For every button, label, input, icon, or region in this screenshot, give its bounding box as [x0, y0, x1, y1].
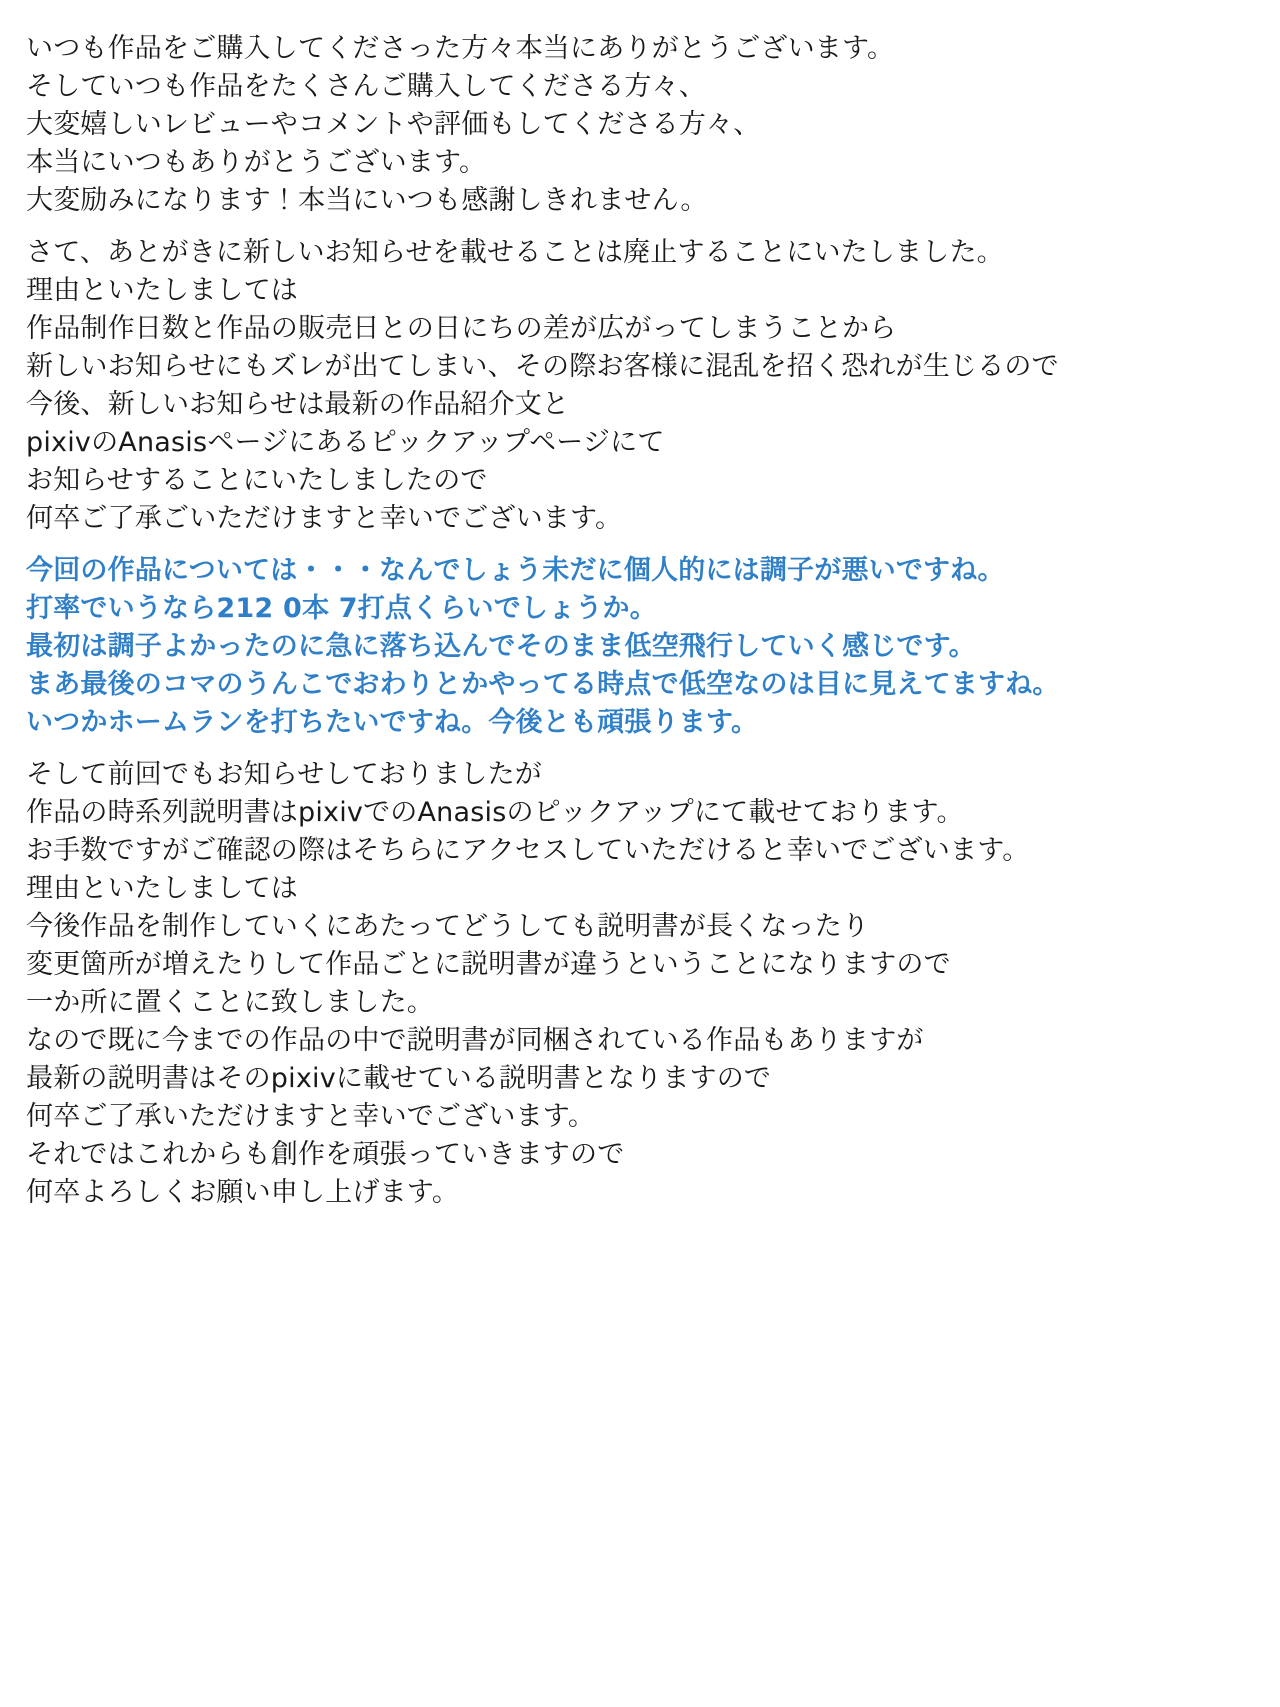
text-line: それではこれからも創作を頑張っていきますので: [26, 1139, 625, 1170]
text-line: 作品の時系列説明書はpixivでのAnasisのピックアップにて載せております。: [26, 797, 964, 828]
text-line: なので既に今までの作品の中で説明書が同梱されている作品もありますが: [26, 1025, 924, 1056]
text-line: pixivのAnasisページにあるピックアップページにて: [26, 427, 665, 458]
text-line: 何卒ご了承いただけますと幸いでございます。: [26, 1101, 596, 1132]
text-line: 本当にいつもありがとうございます。: [26, 147, 487, 178]
text-line: 最初は調子よかったのに急に落ち込んでそのまま低空飛行していく感じです。: [26, 631, 976, 662]
text-line: 今回の作品については・・・なんでしょう未だに個人的には調子が悪いですね。: [26, 555, 1005, 586]
text-line: いつかホームランを打ちたいですね。今後とも頑張ります。: [26, 707, 759, 738]
text-line: 今後作品を制作していくにあたってどうしても説明書が長くなったり: [26, 911, 870, 942]
text-line: 大変嬉しいレビューやコメントや評価もしてくださる方々、: [26, 109, 761, 140]
text-line: 理由といたしましては: [26, 275, 298, 306]
text-block-manual-notice: [26, 756, 1242, 1212]
text-line: お手数ですがご確認の際はそちらにアクセスしていただけると幸いでございます。: [26, 835, 1030, 866]
text-line: 大変励みになります！本当にいつも感謝しきれません。: [26, 185, 708, 216]
text-line: 作品制作日数と作品の販売日との日にちの差が広がってしまうことから: [26, 313, 897, 344]
text-line: さて、あとがきに新しいお知らせを載せることは廃止することにいたしました。: [26, 237, 1004, 268]
text-line: 理由といたしましては: [26, 873, 298, 904]
text-line: 打率でいうなら212 0本 7打点くらいでしょうか。: [26, 593, 657, 624]
text-line: まあ最後のコマのうんこでおわりとかやってる時点で低空なのは目に見えてますね。: [26, 669, 1060, 700]
text-line: 今後、新しいお知らせは最新の作品紹介文と: [26, 389, 570, 420]
text-line: 何卒よろしくお願い申し上げます。: [26, 1177, 460, 1208]
text-line: 新しいお知らせにもズレが出てしまい、その際お客様に混乱を招く恐れが生じるので: [26, 351, 1059, 382]
text-block-this-work-comment: [26, 552, 1242, 742]
text-line: 何卒ご了承ごいただけますと幸いでございます。: [26, 503, 623, 534]
text-block-thanks: [26, 30, 1242, 220]
text-line: お知らせすることにいたしましたので: [26, 465, 488, 496]
text-line: 一か所に置くことに致しました。: [26, 987, 434, 1018]
text-line: 変更箇所が増えたりして作品ごとに説明書が違うということになりますので: [26, 949, 951, 980]
text-block-notice-policy: [26, 234, 1242, 538]
text-line: いつも作品をご購入してくださった方々本当にありがとうございます。: [26, 33, 895, 64]
text-line: そして前回でもお知らせしておりましたが: [26, 759, 542, 790]
text-line: そしていつも作品をたくさんご購入してくださる方々、: [26, 71, 706, 102]
text-line: 最新の説明書はそのpixivに載せている説明書となりますので: [26, 1063, 772, 1094]
